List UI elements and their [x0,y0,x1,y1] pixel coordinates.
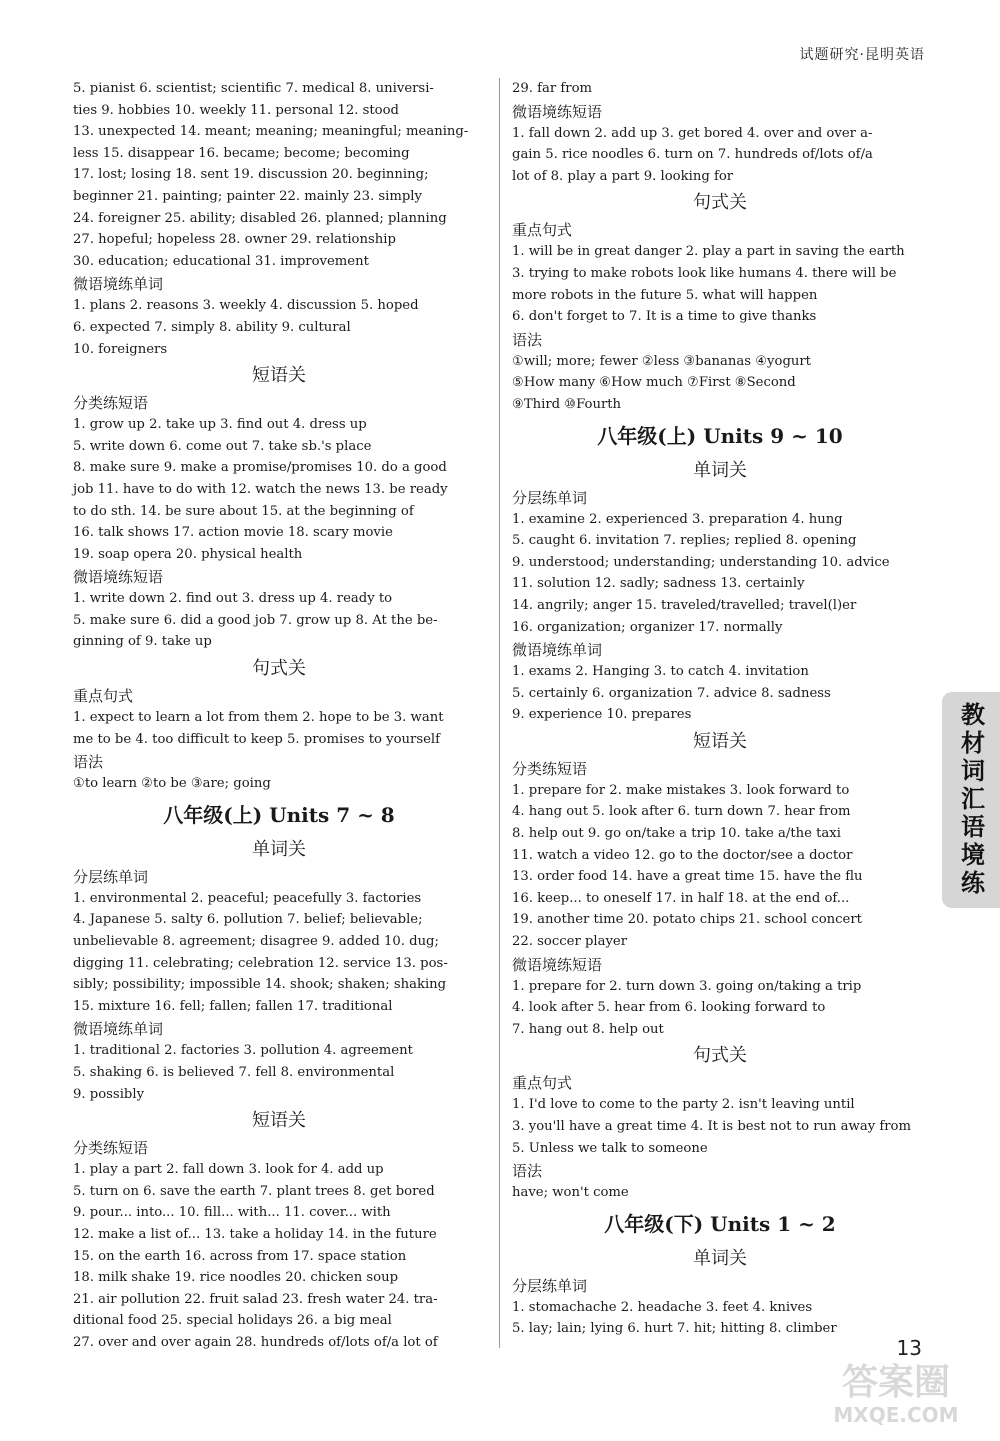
answer-line: 1. examine 2. experienced 3. preparation 4. hung [512,511,843,527]
answer-line: 13. unexpected 14. meant; meaning; meaningful; meaning- [73,124,469,140]
answer-line: sibly; possibility; impossible 14. shook; shaken; shaking [73,977,447,993]
subsection-heading: 微语境练短语 [512,102,603,121]
answer-line: 16. keep... to oneself 17. in half 18. at the end of... [512,890,850,906]
subsection-heading: 微语境练单词 [512,641,603,660]
answer-line: 29. far from [512,81,593,96]
answer-line: 1. plans 2. reasons 3. weekly 4. discussion 5. hoped [73,298,419,314]
answer-line: digging 11. celebrating; celebration 12. service 13. pos- [73,955,448,971]
answer-line: 1. will be in great danger 2. play a part in saving the earth [512,244,905,260]
answer-block [73,1159,485,1353]
answer-block [73,588,485,653]
answer-line: 5. write down 6. come out 7. take sb.'s place [73,438,372,454]
watermark-url: MXQE.COM [833,1403,959,1427]
answer-line: 1. play a part 2. fall down 3. look for 4. add up [73,1162,384,1178]
answer-line: beginner 21. painting; painter 22. mainly 23. simply [73,188,422,204]
subsection-heading: 微语境练单词 [73,1020,164,1039]
subsection-heading: 分类练短语 [73,1139,149,1158]
answer-line: 5. make sure 6. did a good job 7. grow up 8. At the be- [73,612,438,628]
answer-line: 1. exams 2. Hanging 3. to catch 4. invitation [512,664,809,680]
answer-line: 1. stomachache 2. headache 3. feet 4. knives [512,1299,813,1315]
answer-line: 1. prepare for 2. make mistakes 3. look forward to [512,782,850,798]
answer-line: unbelievable 8. agreement; disagree 9. added 10. dug; [73,934,439,950]
answer-line: 18. milk shake 19. rice noodles 20. chicken soup [73,1270,399,1286]
subsection-heading: 分类练短语 [512,759,588,778]
section-heading: 句式关 [693,1045,747,1067]
answer-line: ditional food 25. special holidays 26. a big meal [73,1313,392,1329]
answer-line: 9. understood; understanding; understanding 10. advice [512,554,890,570]
answer-line: 1. grow up 2. take up 3. find out 4. dress up [73,417,367,433]
answer-line: ginning of 9. take up [73,634,212,650]
side-tab [942,692,1000,908]
unit-heading: 八年级(上) Units 7 ~ 8 [163,802,395,827]
answer-line: less 15. disappear 16. became; become; becoming [73,145,410,161]
subsection-heading: 分层练单词 [512,488,588,507]
answer-line: 4. look after 5. hear from 6. looking forward to [512,1000,826,1016]
section-heading: 句式关 [693,192,747,214]
answer-block [73,295,485,360]
answer-line: 8. make sure 9. make a promise/promises 10. do a good [73,460,447,476]
answer-line: job 11. have to do with 12. watch the news 13. be ready [73,481,448,497]
answer-line: ties 9. hobbies 10. weekly 11. personal 12. stood [73,102,400,118]
answer-line: 4. hang out 5. look after 6. turn down 7. hear from [512,804,851,820]
subsection-heading: 微语境练短语 [512,955,603,974]
subsection-heading: 语法 [512,1162,543,1181]
subsection-heading: 重点句式 [73,687,134,706]
answer-line: 30. education; educational 31. improvement [73,253,369,269]
answer-line: 10. foreigners [73,341,168,357]
answer-line: 5. Unless we talk to someone [512,1140,708,1156]
answer-line: 11. watch a video 12. go to the doctor/see a doctor [512,847,853,863]
column-divider [499,78,500,1348]
side-tab-label: 教材词汇语境练 [956,702,985,898]
subsection-heading: 分层练单词 [512,1276,588,1295]
answer-block [512,241,928,327]
section-heading: 单词关 [693,1247,747,1269]
answer-line: ①to learn ②to be ③are; going [73,776,271,792]
answer-line: 15. on the earth 16. across from 17. space station [73,1248,407,1264]
answer-block [512,1094,928,1159]
answer-block [512,780,928,953]
answer-line: 9. experience 10. prepares [512,707,692,723]
answer-line: 1. expect to learn a lot from them 2. hope to be 3. want [73,710,444,726]
answer-line: 6. don't forget to 7. It is a time to give thanks [512,309,817,325]
answer-line: 27. hopeful; hopeless 28. owner 29. relationship [73,232,396,248]
answer-line: 1. I'd love to come to the party 2. isn't leaving until [512,1097,855,1113]
answer-block [512,123,928,188]
answer-block [73,707,485,750]
answer-line: ①will; more; fewer ②less ③bananas ④yogurt [512,353,811,369]
subsection-heading: 重点句式 [512,221,573,240]
answer-line: 24. foreigner 25. ability; disabled 26. planned; planning [73,210,447,226]
answer-line: 5. pianist 6. scientist; scientific 7. medical 8. universi- [73,81,434,96]
answer-block [512,509,928,639]
answer-block [73,1040,485,1105]
answer-line: gain 5. rice noodles 6. turn on 7. hundreds of/lots of/a [512,147,873,163]
answer-line: 21. air pollution 22. fruit salad 23. fresh water 24. tra- [73,1291,438,1307]
answer-line: 5. certainly 6. organization 7. advice 8. sadness [512,685,831,701]
subsection-heading: 重点句式 [512,1074,573,1093]
answer-line: 15. mixture 16. fell; fallen; fallen 17. traditional [73,998,393,1014]
answer-line: lot of 8. play a part 9. looking for [512,168,734,184]
answer-block [73,414,485,565]
watermark-logo [812,1352,980,1430]
answer-line: 9. possibly [73,1086,145,1102]
subsection-heading: 微语境练短语 [73,568,164,587]
subsection-heading: 分层练单词 [73,867,149,886]
answer-line: 1. prepare for 2. turn down 3. going on/taking a trip [512,978,862,994]
subsection-heading: 分类练短语 [73,394,149,413]
page-number: 13 [896,1336,922,1360]
answer-line: 11. solution 12. sadly; sadness 13. certainly [512,576,805,592]
answer-line: 1. write down 2. find out 3. dress up 4. ready to [73,591,393,607]
subsection-heading: 语法 [73,753,104,772]
answer-line: 16. talk shows 17. action movie 18. scary movie [73,525,393,541]
left-column [73,78,485,1354]
answer-line: 1. fall down 2. add up 3. get bored 4. over and over a- [512,125,873,141]
answer-line: 6. expected 7. simply 8. ability 9. cultural [73,319,351,335]
answer-block [512,976,928,1041]
right-column [512,78,928,1340]
answer-line: 16. organization; organizer 17. normally [512,619,783,635]
answer-line: 7. hang out 8. help out [512,1021,664,1037]
answer-line: 19. another time 20. potato chips 21. school concert [512,912,862,928]
answer-line: 22. soccer player [512,934,628,950]
answer-line: more robots in the future 5. what will happen [512,287,818,303]
unit-heading: 八年级(下) Units 1 ~ 2 [604,1211,836,1236]
answer-block [512,1297,928,1340]
answer-block [512,661,928,726]
answer-block [73,78,485,272]
answer-line: to do sth. 14. be sure about 15. at the beginning of [73,503,414,519]
answer-line: 3. trying to make robots look like humans 4. there will be [512,265,897,281]
running-header: 试题研究·昆明英语 [799,47,925,63]
answer-block [512,1182,928,1204]
answer-line: 27. over and over again 28. hundreds of/lots of/a lot of [73,1334,438,1350]
section-heading: 短语关 [252,365,306,387]
watermark-text: 答案圈 [841,1362,951,1403]
answer-line: ⑨Third ⑩Fourth [512,396,622,412]
answer-line: have; won't come [512,1185,629,1201]
answer-line: 5. caught 6. invitation 7. replies; replied 8. opening [512,533,857,549]
section-heading: 短语关 [693,730,747,752]
answer-block [512,351,928,416]
answer-line: 3. you'll have a great time 4. It is best not to run away from [512,1119,911,1134]
answer-line: me to be 4. too difficult to keep 5. promises to yourself [73,731,441,747]
unit-heading: 八年级(上) Units 9 ~ 10 [597,423,843,448]
answer-line: 5. lay; lain; lying 6. hurt 7. hit; hitting 8. climber [512,1321,837,1337]
subsection-heading: 语法 [512,330,543,349]
answer-line: ⑤How many ⑥How much ⑦First ⑧Second [512,375,796,391]
answer-line: 17. lost; losing 18. sent 19. discussion 20. beginning; [73,167,429,183]
answer-line: 9. pour... into... 10. fill... with... 11. cover... with [73,1205,391,1221]
answer-line: 14. angrily; anger 15. traveled/travelled; travel(l)er [512,597,857,613]
answer-line: 8. help out 9. go on/take a trip 10. take a/the taxi [512,826,841,842]
answer-block [512,78,928,100]
answer-line: 19. soap opera 20. physical health [73,546,303,562]
section-heading: 单词关 [693,459,747,481]
subsection-heading: 微语境练单词 [73,275,164,294]
answer-line: 12. make a list of... 13. take a holiday 14. in the future [73,1226,437,1242]
section-heading: 短语关 [252,1110,306,1132]
section-heading: 单词关 [252,838,306,860]
answer-line: 1. environmental 2. peaceful; peacefully 3. factories [73,890,422,906]
answer-line: 1. traditional 2. factories 3. pollution 4. agreement [73,1043,413,1059]
answer-line: 4. Japanese 5. salty 6. pollution 7. belief; believable; [73,912,423,928]
answer-block [73,773,485,795]
answer-line: 5. shaking 6. is believed 7. fell 8. environmental [73,1065,395,1080]
answer-block [73,888,485,1018]
section-heading: 句式关 [252,658,306,680]
answer-line: 5. turn on 6. save the earth 7. plant trees 8. get bored [73,1183,435,1199]
answer-line: 13. order food 14. have a great time 15. have the flu [512,869,863,885]
